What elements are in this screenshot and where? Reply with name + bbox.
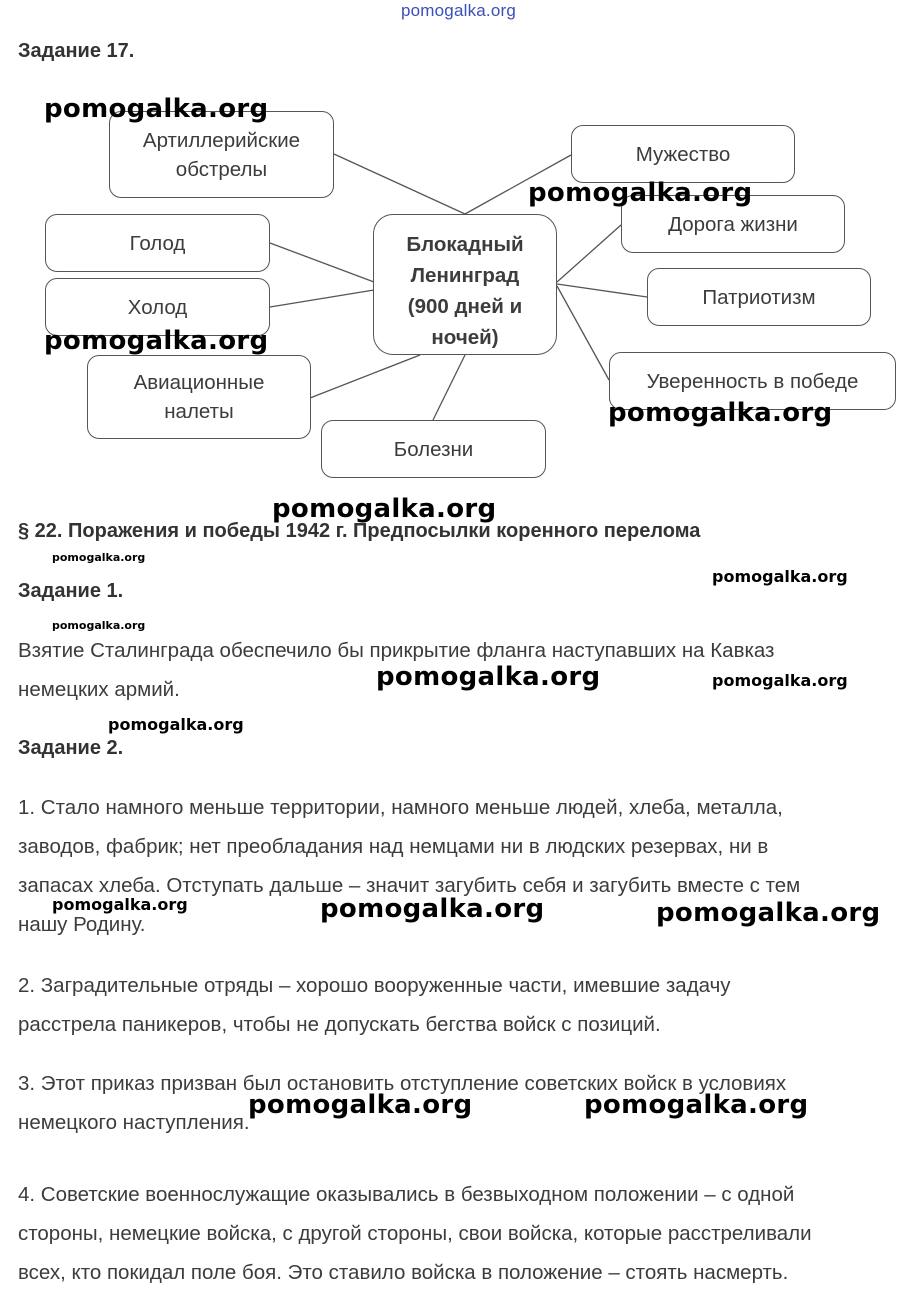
watermark: pomogalka.org: [272, 494, 497, 524]
node-courage: Мужество: [571, 125, 795, 183]
task17-title: Задание 17.: [18, 40, 135, 62]
watermark: pomogalka.org: [108, 715, 244, 734]
node-patriotism: Патриотизм: [647, 268, 871, 326]
watermark: pomogalka.org: [52, 619, 146, 632]
node-center-blockade: Блокадный Ленинград (900 дней и ночей): [373, 214, 557, 355]
watermark: pomogalka.org: [528, 178, 753, 208]
node-diseases: Болезни: [321, 420, 546, 478]
section-title: § 22. Поражения и победы 1942 г. Предпосылки коренного перелома: [18, 520, 701, 542]
watermark: pomogalka.org: [44, 326, 269, 356]
connector-cold: [270, 290, 374, 307]
node-confidence: Уверенность в победе: [609, 352, 896, 410]
connector-confidence: [557, 286, 609, 380]
watermark: pomogalka.org: [584, 1090, 809, 1120]
node-cold: Холод: [45, 278, 270, 336]
watermark: pomogalka.org: [712, 671, 848, 690]
task2-answer-2: 2. Заградительные отряды – хорошо вооруженные части, имевшие задачу расстрела паникеров, чтобы не допускать бегства войск с позиций.: [18, 974, 731, 1036]
watermark: pomogalka.org: [44, 94, 269, 124]
node-road-of-life: Дорога жизни: [621, 195, 845, 253]
connector-disease: [433, 355, 465, 420]
watermark: pomogalka.org: [608, 398, 833, 428]
task2-answer-1: 1. Стало намного меньше территории, намного меньше людей, хлеба, металла, заводов, фабрик; нет преобладания над немцами ни в людских резервах, ни в запасах хлеба. Отступать дальше – значит загубить себя и загубить вместе с тем нашу Родину.: [18, 796, 801, 936]
watermark: pomogalka.org: [712, 567, 848, 586]
watermark: pomogalka.org: [376, 662, 601, 692]
watermark: pomogalka.org: [52, 551, 146, 564]
node-air-raids: Авиационные налеты: [87, 355, 311, 439]
top-watermark: pomogalka.org: [400, 1, 517, 20]
connector-patriotism: [557, 284, 647, 297]
node-artillery: Артиллерийские обстрелы: [109, 111, 334, 198]
connector-hunger: [270, 243, 374, 282]
connector-air: [310, 355, 420, 398]
connector-road: [557, 225, 621, 282]
task2-answer-4: 4. Советские военнослужащие оказывались в безвыходном положении – с одной стороны, немецкие войска, с другой стороны, свои войска, которые расстреливали всех, кто покидал поле боя. Это ставило войска в положение – стоять насмерть.: [18, 1183, 812, 1284]
watermark: pomogalka.org: [320, 894, 545, 924]
watermark: pomogalka.org: [52, 895, 188, 914]
task1-title: Задание 1.: [18, 580, 124, 602]
task2-title: Задание 2.: [18, 737, 124, 759]
connector-artillery: [334, 154, 465, 214]
node-hunger: Голод: [45, 214, 270, 272]
task1-text: Взятие Сталинграда обеспечило бы прикрытие фланга наступавших на Кавказ немецких армий.: [18, 639, 775, 701]
task2-answer-3: 3. Этот приказ призван был остановить отступление советских войск в условиях немецкого наступления.: [18, 1072, 787, 1134]
watermark: pomogalka.org: [248, 1090, 473, 1120]
watermark: pomogalka.org: [656, 898, 881, 928]
